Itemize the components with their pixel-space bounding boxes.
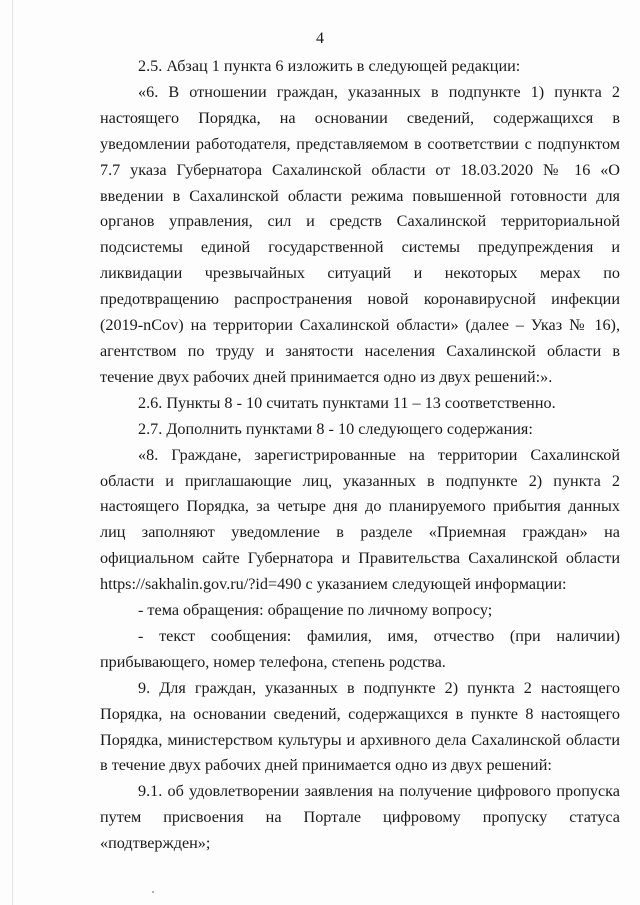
paragraph-8-message: - текст сообщения: фамилия, имя, отчество (при наличии) прибывающего, номер телефона, степень родства.: [100, 626, 620, 671]
page-number: 4: [316, 30, 324, 47]
paragraph-2-6: 2.6. Пункты 8 - 10 считать пунктами 11 – 13 соответственно.: [138, 393, 556, 412]
paragraph-2-7: 2.7. Дополнить пунктами 8 - 10 следующего содержания:: [138, 419, 533, 438]
paragraph-8: «8. Граждане, зарегистрированные на территории Сахалинской области и приглашающие лиц, указанных в подпункте 2) пункта 2 настоящего Порядка, за четыре дня до планируемого прибытия данных лиц заполняют уведомление в разделе «Приемная граждан» на официальном сайте Губернатора и Правительства Сахалинской области https://sakhalin.gov.ru/?id=490 с указанием следующей информации:: [100, 445, 620, 594]
scan-speck: [152, 891, 154, 893]
paragraph-6: «6. В отношении граждан, указанных в подпункте 1) пункта 2 настоящего Порядка, на основании сведений, содержащихся в уведомлении работодателя, представляемом в соответствии с подпунктом 7.7 указа Губернатора Сахалинской области от 18.03.2020 № 16 «О введении в Сахалинской области режима повышенной готовности для органов управления, сил и средств Сахалинской территориальной подсистемы единой государственной системы предупреждения и ликвидации чрезвычайных ситуаций и некоторых мерах по предотвращению распространения новой коронавирусной инфекции (2019-nCov) на территории Сахалинской области» (далее – Указ № 16), агентством по труду и занятости населения Сахалинской области в течение двух рабочих дней принимается одно из двух решений:».: [100, 82, 620, 386]
scan-edge: [12, 0, 13, 905]
paragraph-2-5: 2.5. Абзац 1 пункта 6 изложить в следующей редакции:: [138, 57, 521, 75]
paragraph-8-topic: - тема обращения: обращение по личному вопросу;: [138, 601, 493, 620]
paragraph-9-1: 9.1. об удовлетворении заявления на получение цифрового пропуска путем присвоения на Портале цифровому пропуску статуса «подтвержден»;: [100, 782, 620, 853]
document-body: [100, 54, 620, 857]
paragraph-9: 9. Для граждан, указанных в подпункте 2) пункта 2 настоящего Порядка, на основании сведений, содержащихся в пункте 8 настоящего Порядка, министерством культуры и архивного дела Сахалинской области в течение двух рабочих дней принимается одно из двух решений:: [100, 678, 620, 775]
